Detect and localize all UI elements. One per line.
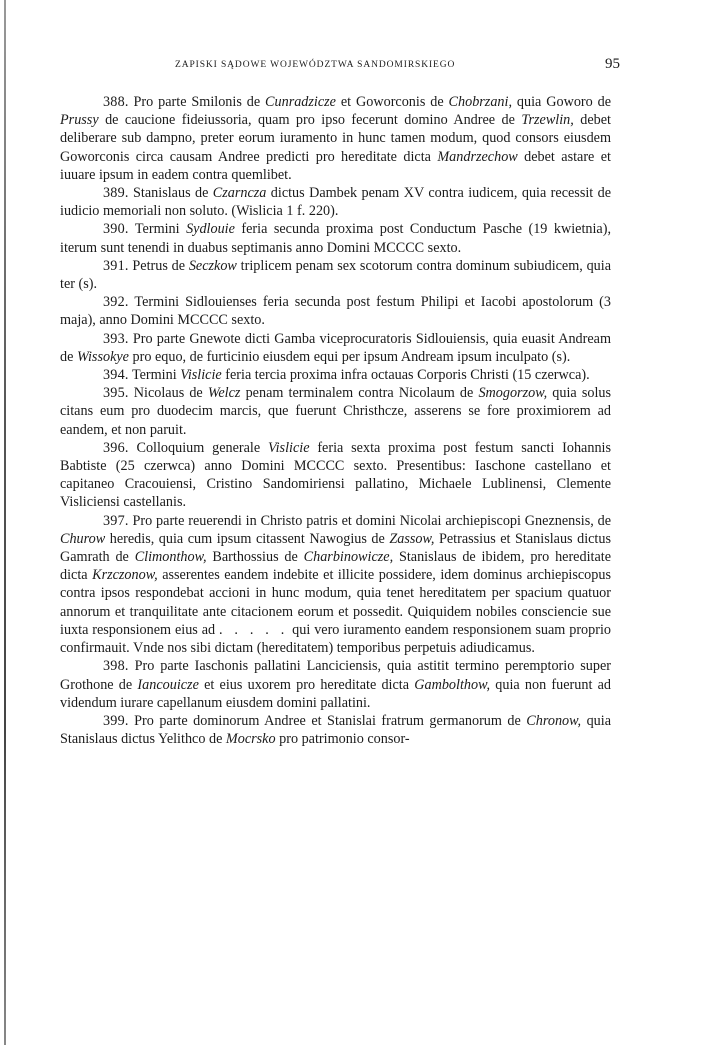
entry-text: Petrassius et Stanislaus dictus Gamrath de bbox=[60, 530, 611, 566]
entry-text: Pro parte Gnewote dicti Gamba viceprocuratoris Sidlouiensis, quia euasit Andream de bbox=[60, 330, 611, 365]
entry-number: 390. bbox=[103, 221, 129, 238]
entry-text: Barthossius de bbox=[206, 549, 304, 566]
place-name: Iancouicze bbox=[137, 676, 199, 693]
entry-text: Stanislaus de ibidem, pro hereditate dicta bbox=[60, 549, 611, 584]
document-body bbox=[60, 93, 611, 748]
entry-text: Pro parte Smilonis de bbox=[133, 94, 266, 110]
place-name: Chronow, bbox=[526, 712, 582, 729]
entry-paragraph bbox=[60, 366, 611, 384]
entry-text: quia Stanislaus dictus Yelithco de bbox=[60, 712, 612, 748]
place-name: Churow bbox=[60, 530, 106, 547]
entry-paragraph bbox=[60, 512, 611, 658]
place-name: Vislicie bbox=[180, 367, 222, 384]
place-name: Seczkow bbox=[188, 257, 237, 274]
entry-paragraph bbox=[60, 93, 611, 184]
entry-text: Pro parte Iaschonis pallatini Lanciciensis, quia astitit termino peremptorio super Grothone de bbox=[60, 658, 612, 693]
entry-number: 392. bbox=[103, 294, 129, 311]
entry-text: de caucione fideiussoria, quam pro ipso fecerunt domino Andree de bbox=[98, 112, 522, 129]
entry-paragraph bbox=[60, 257, 611, 293]
entry-text: debet astare et iuuare ipsum in eadem contra quemlibet. bbox=[60, 148, 611, 183]
entry-number: 394. bbox=[103, 367, 129, 384]
entry-number: 391. bbox=[103, 257, 129, 274]
entry-text: et Goworconis de bbox=[335, 94, 449, 110]
entry-number: 395. bbox=[103, 385, 129, 402]
entry-text: feria sexta proxima post festum sancti Iohannis Babtiste (25 czerwca) anno Domini MCCCC sexto. Presentibus: Iaschone castellano et capitaneo Cracouiensi, Cristino Sandomiriensi pallatino, Michaele Lublinensi, Clemente Visliciensi castellanis. bbox=[60, 439, 611, 511]
entry-number: 396. bbox=[103, 439, 129, 456]
page-number: 95 bbox=[605, 56, 620, 72]
entry-paragraph bbox=[60, 657, 611, 712]
page-header bbox=[60, 56, 620, 76]
entry-text: Nicolaus de bbox=[133, 385, 208, 402]
entry-text: Termini bbox=[131, 367, 181, 384]
entry-number: 388. bbox=[103, 94, 129, 110]
ellipsis-gap: . . . . . bbox=[218, 621, 289, 638]
place-name: Smogorzow, bbox=[478, 385, 548, 402]
place-name: Vislicie bbox=[268, 439, 310, 456]
entry-text: qui vero iuramento eandem responsionem suam proprio confirmauit. Vnde nos sibi dictam (hereditatem) temporibus perpetuis adiudicamus. bbox=[60, 621, 612, 657]
entry-number: 397. bbox=[103, 512, 129, 529]
entry-paragraph bbox=[60, 293, 611, 329]
place-name: Mocrsko bbox=[225, 731, 276, 748]
entry-text: et eius uxorem pro hereditate dicta bbox=[198, 676, 415, 693]
place-name: Gambolthow, bbox=[414, 676, 491, 693]
entry-number: 389. bbox=[103, 185, 129, 202]
entry-text: quia Goworo de bbox=[512, 94, 612, 110]
place-name: Cunradzicze bbox=[265, 94, 336, 110]
entry-text: penam terminalem contra Nicolaum de bbox=[240, 385, 479, 402]
entry-number: 399. bbox=[103, 712, 129, 729]
place-name: Zassow, bbox=[389, 530, 435, 547]
entry-text: Termini Sidlouienses feria secunda post festum Philipi et Iacobi apostolorum (3 maja), anno Domini MCCCC sexto. bbox=[60, 294, 611, 329]
entry-paragraph bbox=[60, 330, 611, 366]
entry-text: Stanislaus de bbox=[133, 185, 213, 202]
entry-number: 398. bbox=[103, 658, 129, 675]
entry-number: 393. bbox=[103, 330, 129, 347]
place-name: Charbinowicze, bbox=[303, 549, 394, 566]
entry-text: triplicem penam sex scotorum contra dominum subiudicem, quia ter (s). bbox=[60, 257, 612, 293]
entry-paragraph bbox=[60, 439, 611, 512]
entry-paragraph bbox=[60, 184, 611, 220]
entry-text: heredis, quia cum ipsum citassent Nawogius de bbox=[105, 530, 390, 547]
entry-text: pro patrimonio consor- bbox=[275, 731, 410, 748]
running-title: ZAPISKI SĄDOWE WOJEWÓDZTWA SANDOMIRSKIEGO bbox=[175, 60, 456, 70]
entry-text: dictus Dambek penam XV contra iudicem, quia recessit de iudicio memoriali non soluto. (Wislicia 1 f. 220). bbox=[60, 185, 612, 220]
entry-text: Pro parte reuerendi in Christo patris et domini Nicolai archiepiscopi Gneznensis, de bbox=[132, 512, 612, 529]
entry-text: debet deliberare sub dampno, preter eorum iuramento in hunc tamen modum, quod consors eiusdem Goworconis circa causam Andree predicti pro hereditate dicta bbox=[60, 112, 611, 165]
entry-text: feria tercia proxima infra octauas Corporis Christi (15 czerwca). bbox=[221, 367, 590, 384]
entry-text: Pro parte dominorum Andree et Stanislai fratrum germanorum de bbox=[134, 712, 527, 729]
entry-text: quia non fuerunt ad videndum iurare capellanum eiusdem domini pallatini. bbox=[60, 676, 611, 711]
place-name: Chobrzani, bbox=[448, 94, 513, 110]
entry-text: Termini bbox=[134, 221, 187, 238]
entry-paragraph bbox=[60, 384, 611, 439]
place-name: Prussy bbox=[60, 112, 99, 129]
entry-text: Petrus de bbox=[132, 257, 189, 274]
book-spine-edge bbox=[4, 0, 6, 1045]
place-name: Trzewlin, bbox=[521, 112, 574, 129]
place-name: Wissokye bbox=[76, 348, 129, 365]
entry-text: Colloquium generale bbox=[136, 439, 268, 456]
entry-text: quia solus citans eum pro duodecim marcis, que fuerunt Christhcze, asserens se fore proximiorem ad eandem, et non paruit. bbox=[60, 385, 612, 438]
entry-paragraph bbox=[60, 712, 611, 748]
entry-text: asserentes eandem indebite et illicite possidere, idem dominus archiepiscopus contra ipsos respondebat accioni in hunc modum, quia tenet hereditatem per spacium quatuor annorum et tranquilitate ante citacionem eorum et possedit. Quiquidem nobiles consciencie sue iuxta responsionem eius ad bbox=[60, 567, 611, 638]
place-name: Sydlouie bbox=[186, 221, 235, 238]
place-name: Krzczonow, bbox=[92, 567, 158, 584]
place-name: Climonthow, bbox=[134, 549, 207, 566]
entry-paragraph bbox=[60, 220, 611, 256]
place-name: Welcz bbox=[207, 385, 241, 402]
place-name: Mandrzechow bbox=[437, 148, 518, 165]
place-name: Czarncza bbox=[212, 185, 267, 202]
entry-text: feria secunda proxima post Conductum Pasche (19 kwietnia), iterum sunt tenendi in duabus septimanis anno Domini MCCCC sexto. bbox=[60, 221, 611, 256]
entry-text: pro equo, de furticinio eiusdem equi per ipsum Andream ipsum inculpato (s). bbox=[128, 348, 571, 365]
